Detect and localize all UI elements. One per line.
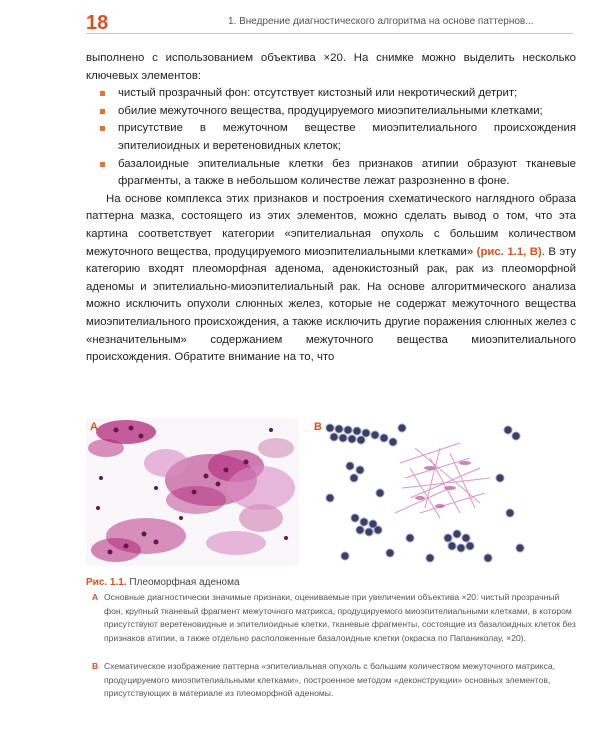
bullet-square-icon [100,126,105,131]
figure-reference-link[interactable]: (рис. 1.1, В) [476,245,542,258]
paragraph-text: На основе комплекса этих признаков и построения схематического наглядного образа паттерна мазка, состоящего из этих элементов, можно сделать вывод о том, что эта картина соответствует категории «эпителиальная опухоль с большим количеством межуточного вещества, продуцируемого миоэпителиальными клетками» [86,192,576,258]
body-text [86,50,576,367]
running-header: 1. Внедрение диагностического алгоритма на основе паттернов... [228,16,534,27]
caption-b-letter: B [92,661,99,671]
paragraph-text-continued: . В эту категорию входят плеоморфная аденома, аденокистозный рак, рак из плеоморфной аденомы и эпителиально-миоэпителиальный рак. На основе алгоритмического анализа можно исключить опухоли слюнных желез, которые не содержат межуточного вещества миоэпителиального происхождения, а также исключить другие поражения слюнных желез с «незначительным» содержанием межуточного вещества миоэпителиального происхождения. Обратите внимание на то, что [86,245,577,364]
list-item [118,85,576,103]
header-divider [86,33,573,34]
list-item [118,120,576,155]
figure-title: Плеоморфная аденома [129,577,240,588]
caption-b [92,660,576,701]
bullet-square-icon [100,162,105,167]
caption-a-letter: A [92,592,99,602]
figure-panel-a-micrograph [86,418,299,566]
schematic-pattern-image [310,418,536,566]
caption-a [92,591,576,645]
list-item-text: чистый прозрачный фон: отсутствует кистозный или некротический детрит; [118,87,518,100]
panel-b-label: B [314,421,322,433]
paragraph-conclusion [86,191,576,367]
caption-b-text: Схематическое изображение паттерна «эпителиальная опухоль с большим количеством межуточного матрикса, продуцируемого миоэпителиальными клетками», построенное методом «деконструкции» основных элементов, присутствующих в материале из плеоморфной аденомы. [104,661,556,699]
page-number: 18 [86,12,109,34]
list-item-text: обилие межуточного вещества, продуцируемого миоэпителиальными клетками; [118,104,543,117]
list-item [118,103,576,121]
figure-caption-title [86,577,576,588]
figure-label: Рис. 1.1. [86,577,127,588]
bullet-square-icon [100,109,105,114]
paragraph-intro: выполнено с использованием объектива ×20. На снимке можно выделить несколько ключевых элементов: [86,52,576,82]
bullet-square-icon [100,91,105,96]
figure-panel-b-schematic [310,418,536,566]
list-item-text: базалоидные эпителиальные клетки без признаков атипии образуют тканевые фрагменты, а также в небольшом количестве лежат разрозненно в фоне. [118,157,576,188]
cytology-micrograph-image [86,418,299,566]
feature-list [86,85,576,191]
caption-a-text: Основные диагностически значимые признаки, оцениваемые при увеличении объектива ×20: чистый прозрачный фон, крупный тканевый фрагмент межуточного матрикса, продуцируемого миоэпителиальными клетками, в котором присутствуют веретеновидные и эпителиоидные клетки, тканевые фрагменты, состоящие из базалоидных клеток без признаков атипии, а также отдельно расположенные базалоидные клетки (окраска по Папаниколау, ×20). [104,592,576,643]
panel-a-label: A [90,421,98,433]
list-item [118,156,576,191]
list-item-text: присутствие в межуточном веществе миоэпителиального происхождения эпителиоидных и веретеновидных клеток; [118,122,576,152]
